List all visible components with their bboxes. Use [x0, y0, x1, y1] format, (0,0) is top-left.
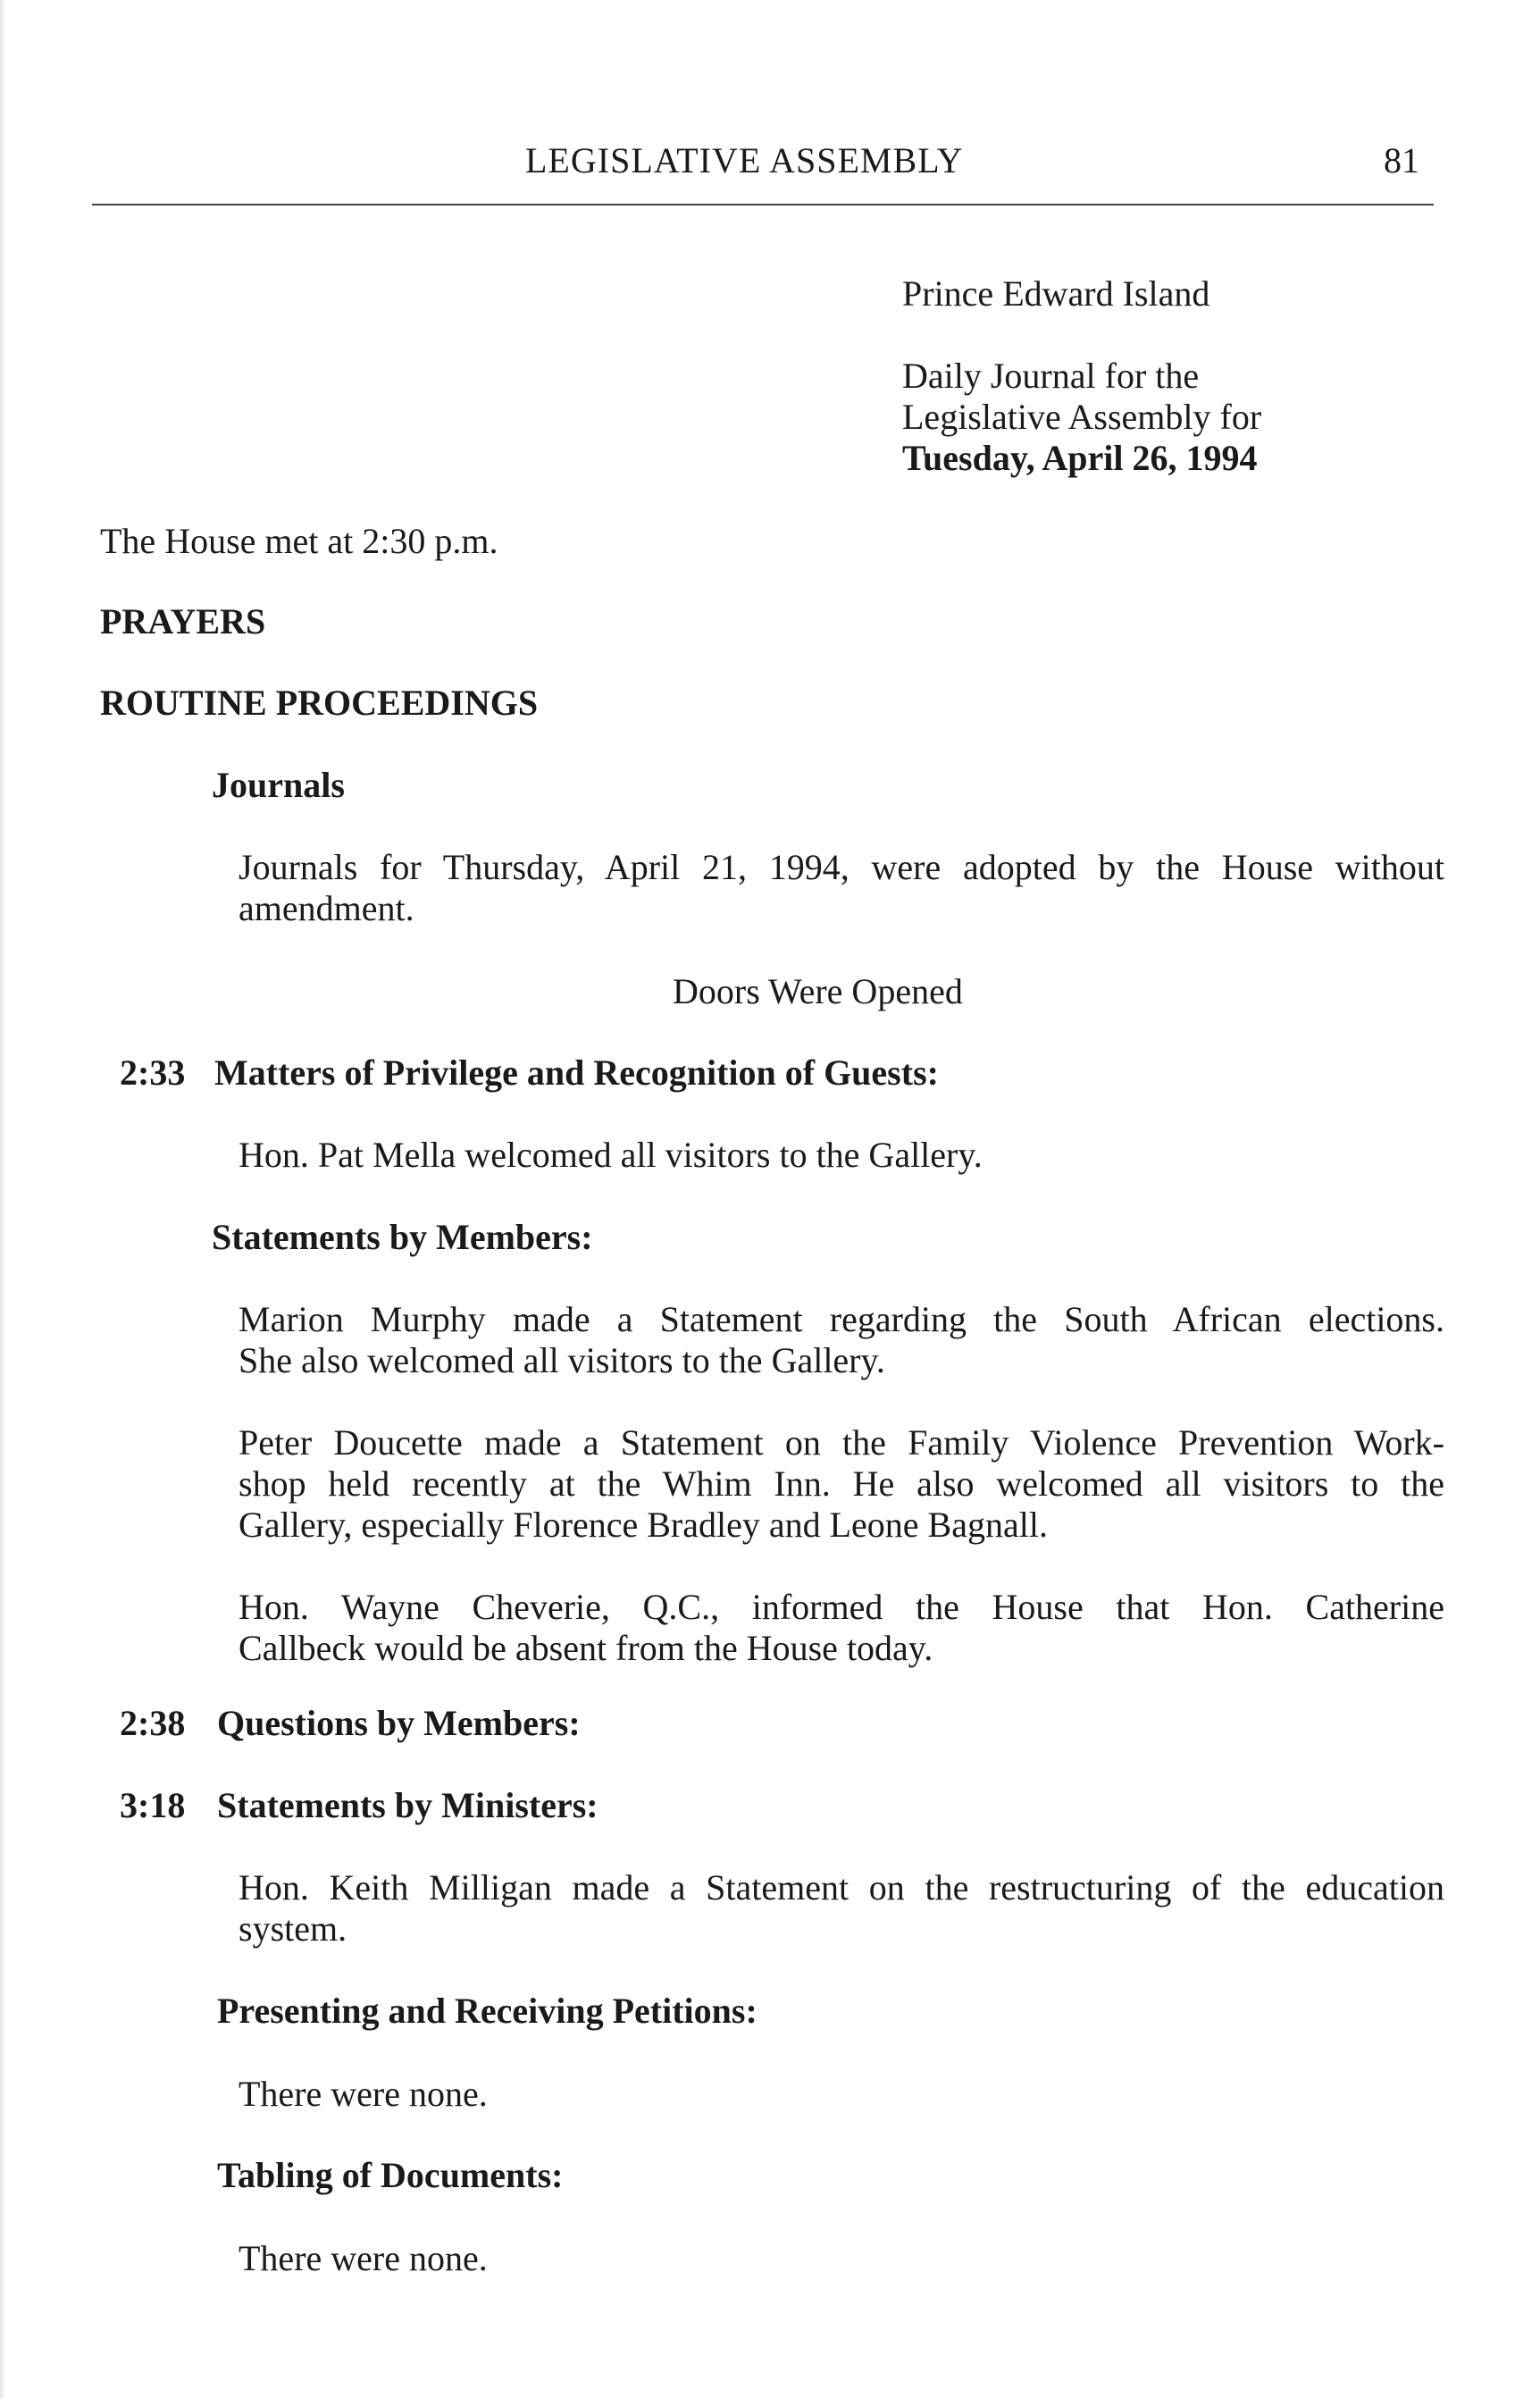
- tabling-text: There were none.: [239, 2238, 488, 2278]
- running-title: LEGISLATIVE ASSEMBLY: [525, 140, 964, 180]
- page-number: 81: [1384, 140, 1419, 180]
- journals-heading: Journals: [212, 765, 345, 805]
- statement-murphy-line-1: Marion Murphy made a Statement regarding the South African elections.: [239, 1299, 1444, 1339]
- statement-cheverie-paragraph: [239, 1587, 1444, 1669]
- statement-murphy-line-2: She also welcomed all visitors to the Gallery.: [239, 1340, 885, 1380]
- privilege-time: 2:33: [120, 1052, 186, 1093]
- statement-doucette-line-3: Gallery, especially Florence Bradley and Leone Bagnall.: [239, 1505, 1048, 1545]
- journal-title-line-2: Legislative Assembly for: [902, 397, 1262, 437]
- prayers-heading: PRAYERS: [100, 601, 266, 641]
- journals-paragraph: [239, 847, 1444, 929]
- journals-text-line-1: Journals for Thursday, April 21, 1994, were adopted by the House without: [239, 847, 1444, 887]
- questions-heading: Questions by Members:: [217, 1703, 581, 1743]
- petitions-text: There were none.: [239, 2074, 488, 2114]
- header-rule: [92, 204, 1434, 205]
- ministers-time: 3:18: [120, 1785, 186, 1825]
- journals-text-line-2: amendment.: [239, 888, 414, 928]
- statement-doucette-line-2: shop held recently at the Whim Inn. He also welcomed all visitors to the: [239, 1463, 1444, 1504]
- province-title: Prince Edward Island: [902, 273, 1210, 314]
- scan-edge-shadow: [0, 0, 5, 2398]
- ministers-text-line-2: system.: [239, 1908, 347, 1949]
- house-met-line: The House met at 2:30 p.m.: [100, 521, 498, 561]
- ministers-heading: Statements by Ministers:: [217, 1785, 598, 1825]
- routine-proceedings-heading: ROUTINE PROCEEDINGS: [100, 683, 539, 723]
- statement-doucette-paragraph: [239, 1422, 1444, 1546]
- statement-murphy-paragraph: [239, 1299, 1444, 1381]
- journal-title-line-1: Daily Journal for the: [902, 356, 1200, 396]
- privilege-heading: Matters of Privilege and Recognition of Guests:: [214, 1052, 939, 1093]
- petitions-heading: Presenting and Receiving Petitions:: [217, 1991, 757, 2031]
- statement-cheverie-line-2: Callbeck would be absent from the House today.: [239, 1628, 933, 1668]
- ministers-text-line-1: Hon. Keith Milligan made a Statement on the restructuring of the education: [239, 1867, 1444, 1908]
- doors-opened-line: Doors Were Opened: [673, 971, 963, 1011]
- journal-date: Tuesday, April 26, 1994: [902, 438, 1258, 478]
- statements-members-heading: Statements by Members:: [212, 1217, 593, 1257]
- statement-doucette-line-1: Peter Doucette made a Statement on the Family Violence Prevention Work-: [239, 1422, 1444, 1463]
- ministers-paragraph: [239, 1867, 1444, 1949]
- questions-time: 2:38: [120, 1703, 186, 1743]
- statement-cheverie-line-1: Hon. Wayne Cheverie, Q.C., informed the House that Hon. Catherine: [239, 1587, 1444, 1627]
- tabling-heading: Tabling of Documents:: [217, 2155, 564, 2195]
- privilege-text: Hon. Pat Mella welcomed all visitors to the Gallery.: [239, 1135, 983, 1175]
